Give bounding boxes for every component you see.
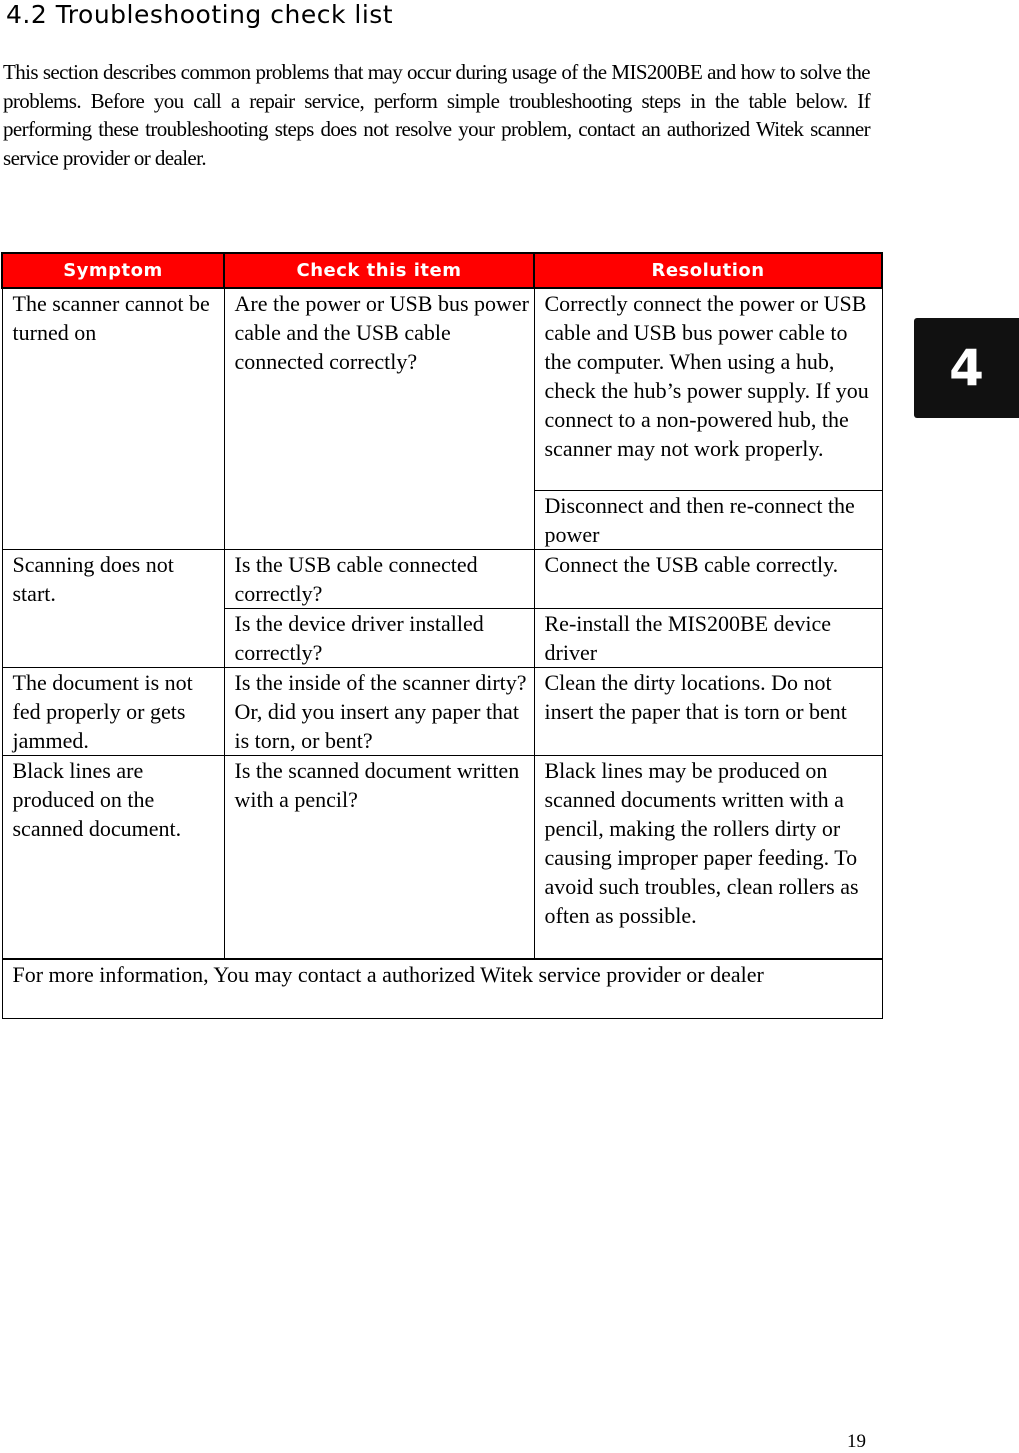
- resolution-cell: Black lines may be produced on scanned documents written with a pencil, making the rollers dirty or causing improper paper feeding. To avoid such troubles, clean rollers as often as possible.: [534, 756, 882, 960]
- symptom-cell: Black lines are produced on the scanned document.: [2, 756, 224, 960]
- table-row: [2, 288, 882, 491]
- troubleshooting-table: [1, 252, 883, 1019]
- section-heading: 4.2 Troubleshooting check list: [6, 0, 394, 29]
- resolution-cell: Re-install the MIS200BE device driver: [534, 609, 882, 668]
- table-row: [2, 550, 882, 609]
- table-footer-row: [2, 959, 882, 1019]
- symptom-cell: The scanner cannot be turned on: [2, 288, 224, 550]
- table-row: [2, 668, 882, 756]
- resolution-cell: Clean the dirty locations. Do not insert the paper that is torn or bent: [534, 668, 882, 756]
- footer-note: For more information, You may contact a authorized Witek service provider or dealer: [2, 959, 882, 1019]
- resolution-cell: Disconnect and then re-connect the power: [534, 491, 882, 550]
- table-header-row: [2, 253, 882, 288]
- check-cell: Is the inside of the scanner dirty? Or, did you insert any paper that is torn, or bent?: [224, 668, 534, 756]
- check-cell: Is the scanned document written with a pencil?: [224, 756, 534, 960]
- symptom-cell: Scanning does not start.: [2, 550, 224, 668]
- table-row: [2, 756, 882, 960]
- check-cell: Are the power or USB bus power cable and the USB cable connected correctly?: [224, 288, 534, 550]
- intro-paragraph: This section describes common problems that may occur during usage of the MIS200BE and how to solve the problems. Before you call a repair service, perform simple troubleshooting steps in the table below. If performing these troubleshooting steps does not resolve your problem, contact an authorized Witek scanner service provider or dealer.: [3, 60, 870, 170]
- chapter-tab: 4: [914, 318, 1019, 418]
- header-symptom: Symptom: [2, 253, 224, 288]
- page-number: 19: [847, 1431, 866, 1452]
- check-cell: Is the USB cable connected correctly?: [224, 550, 534, 609]
- symptom-cell: The document is not fed properly or gets jammed.: [2, 668, 224, 756]
- resolution-cell: Correctly connect the power or USB cable and USB bus power cable to the computer. When using a hub, check the hub’s power supply. If you connect to a non-powered hub, the scanner may not work properly.: [534, 288, 882, 491]
- check-cell: Is the device driver installed correctly?: [224, 609, 534, 668]
- header-resolution: Resolution: [534, 253, 882, 288]
- resolution-cell: Connect the USB cable correctly.: [534, 550, 882, 609]
- header-check-item: Check this item: [224, 253, 534, 288]
